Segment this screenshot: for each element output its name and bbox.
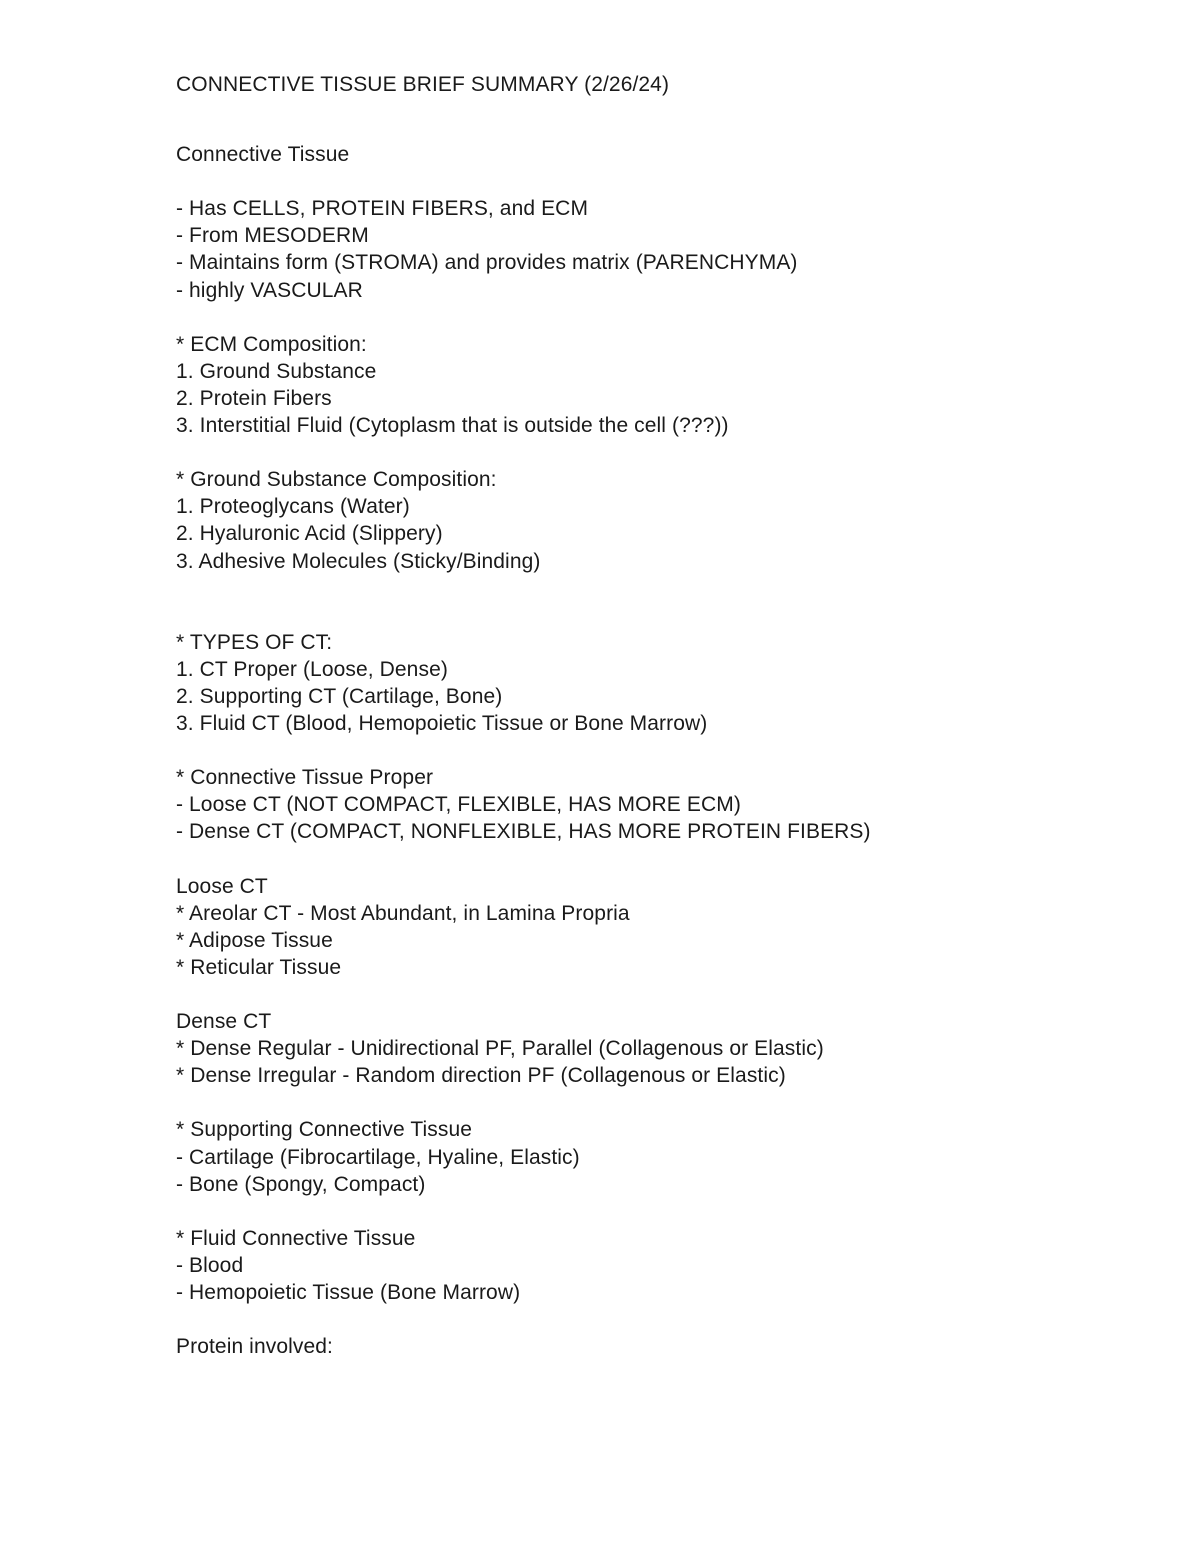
list-item: 2. Supporting CT (Cartilage, Bone) (176, 684, 503, 708)
spacer (176, 1089, 1136, 1116)
section-heading: Dense CT (176, 1010, 272, 1034)
list-item: - Hemopoietic Tissue (Bone Marrow) (176, 1281, 521, 1305)
spacer (176, 981, 1136, 1008)
list-item: - Cartilage (Fibrocartilage, Hyaline, Elastic) (176, 1145, 580, 1169)
list-item: * Adipose Tissue (176, 928, 333, 952)
section-heading: * Supporting Connective Tissue (176, 1118, 473, 1142)
spacer (176, 114, 1136, 141)
spacer (176, 575, 1136, 629)
section-heading: * TYPES OF CT: (176, 630, 333, 654)
spacer (176, 439, 1136, 466)
document-body (176, 71, 1136, 1360)
list-item: * Reticular Tissue (176, 955, 342, 979)
spacer (176, 737, 1136, 764)
spacer (176, 168, 1136, 195)
list-item: - Maintains form (STROMA) and provides matrix (PARENCHYMA) (176, 251, 798, 275)
list-item: - Blood (176, 1253, 244, 1277)
list-item: 3. Adhesive Molecules (Sticky/Binding) (176, 549, 541, 573)
list-item: * Dense Regular - Unidirectional PF, Parallel (Collagenous or Elastic) (176, 1037, 824, 1061)
section-heading: * Connective Tissue Proper (176, 766, 434, 790)
spacer (176, 1306, 1136, 1333)
list-item: * Areolar CT - Most Abundant, in Lamina Propria (176, 901, 630, 925)
document-title: CONNECTIVE TISSUE BRIEF SUMMARY (2/26/24) (176, 73, 670, 96)
list-item: * Dense Irregular - Random direction PF (Collagenous or Elastic) (176, 1064, 786, 1088)
section-heading: * Ground Substance Composition: (176, 468, 497, 492)
list-item: 1. Ground Substance (176, 359, 377, 383)
list-item: - From MESODERM (176, 224, 369, 248)
spacer (176, 846, 1136, 873)
section-heading: * ECM Composition: (176, 332, 367, 356)
section-heading: Protein involved: (176, 1335, 333, 1359)
list-item: 1. CT Proper (Loose, Dense) (176, 657, 448, 681)
list-item: 2. Hyaluronic Acid (Slippery) (176, 522, 443, 546)
list-item: 1. Proteoglycans (Water) (176, 495, 410, 519)
list-item: - Bone (Spongy, Compact) (176, 1172, 426, 1196)
list-item: - highly VASCULAR (176, 278, 363, 302)
list-item: 2. Protein Fibers (176, 386, 332, 410)
list-item: - Has CELLS, PROTEIN FIBERS, and ECM (176, 197, 589, 221)
section-heading: Loose CT (176, 874, 268, 898)
list-item: - Loose CT (NOT COMPACT, FLEXIBLE, HAS MORE ECM) (176, 793, 741, 817)
list-item: 3. Interstitial Fluid (Cytoplasm that is outside the cell (???)) (176, 414, 729, 438)
list-item: - Dense CT (COMPACT, NONFLEXIBLE, HAS MORE PROTEIN FIBERS) (176, 820, 871, 844)
spacer (176, 1198, 1136, 1225)
list-item: 3. Fluid CT (Blood, Hemopoietic Tissue or Bone Marrow) (176, 712, 708, 736)
section-heading: Connective Tissue (176, 143, 350, 167)
section-heading: * Fluid Connective Tissue (176, 1226, 416, 1250)
spacer (176, 304, 1136, 331)
